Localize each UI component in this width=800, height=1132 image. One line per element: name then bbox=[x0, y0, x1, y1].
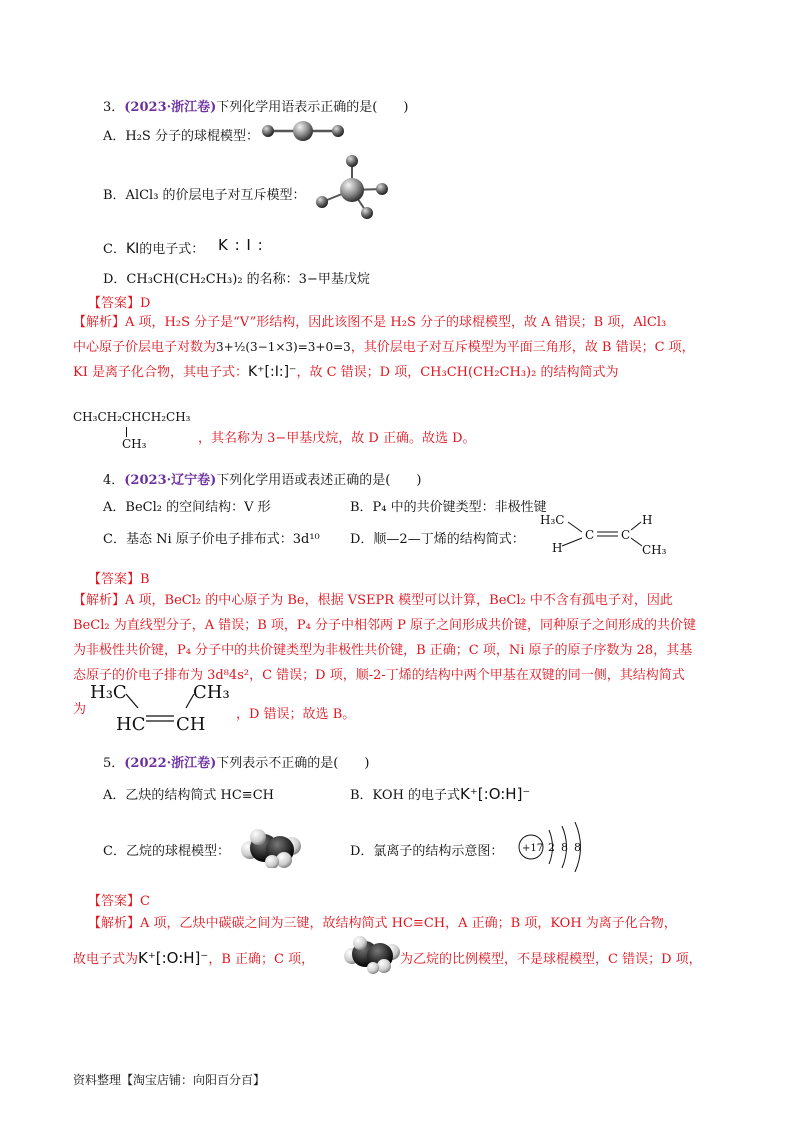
q5-analysis-line2: 故电子式为K⁺[:O:H]⁻，B 正确；C 项， bbox=[73, 949, 315, 967]
ion-shell-1: 2 bbox=[548, 841, 555, 854]
chloride-ion-structure-diagram bbox=[516, 822, 596, 872]
q4-analysis-line5-b: ，D 错误；故选 B。 bbox=[236, 707, 356, 722]
h2s-ball-stick-model bbox=[258, 118, 348, 144]
q4-option-d: D．顺—2—丁烯的结构简式： bbox=[350, 532, 525, 547]
q3-analysis bbox=[73, 310, 733, 398]
q3-stem bbox=[103, 96, 408, 115]
q3-analysis-line2: 中心原子价层电子对数为3+½(3−1×3)=3+0=3，其价层电子对互斥模型为平面三角形，故 B 错误；C 项， bbox=[73, 340, 695, 355]
ki-electron-formula: K : I : bbox=[218, 236, 264, 254]
svg-text:H₃C: H₃C bbox=[540, 513, 565, 527]
q5-stem: 5．(2022·浙江卷)下列表示不正确的是( ) bbox=[103, 756, 370, 771]
cis-2-butene-large bbox=[86, 678, 236, 738]
q4-answer: 【答案】B bbox=[88, 572, 150, 587]
q5-analysis-line1: 【解析】A 项，乙炔中碳碳之间为三键，故结构简式 HC≡CH，A 正确；B 项，KOH 为离子化合物， bbox=[88, 916, 677, 931]
svg-text:HC: HC bbox=[116, 714, 146, 735]
cis-2-butene-structure bbox=[538, 510, 668, 556]
ki-ionic-formula: K⁺[:I:]⁻ bbox=[247, 364, 297, 380]
koh-electron-formula-analysis: K⁺[:O:H]⁻ bbox=[138, 949, 209, 967]
q3-analysis-line4: ，其名称为 3−甲基戊烷，故 D 正确。故选 D。 bbox=[198, 431, 476, 446]
ion-shell-2: 8 bbox=[561, 841, 568, 854]
ion-nucleus-label: +17 bbox=[522, 843, 544, 854]
ch3ch-struct-bottom: CH₃ bbox=[122, 437, 147, 451]
q3-option-c: C．KI的电子式： bbox=[103, 241, 205, 257]
svg-text:H: H bbox=[552, 541, 563, 555]
q3-num: 3． bbox=[103, 100, 125, 115]
q5-option-c: C．乙烷的球棍模型： bbox=[103, 844, 230, 859]
q5-analysis-line2-c: 为乙烷的比例模型，不是球棍模型，C 错误；D 项， bbox=[400, 952, 702, 967]
svg-text:CH₃: CH₃ bbox=[193, 682, 230, 703]
vsepr-calc: 3+½(3−1×3)=3+0=3 bbox=[216, 340, 351, 354]
q4-stem: 4．(2023·辽宁卷)下列化学用语或表述正确的是( ) bbox=[103, 473, 422, 488]
ethane-space-filling-model-small bbox=[342, 934, 402, 974]
q3-question: 下列化学用语表示正确的是( ) bbox=[216, 100, 409, 115]
ethane-space-filling-model bbox=[238, 828, 304, 868]
q4-analysis-line5-a: 为 bbox=[73, 702, 87, 717]
svg-text:H: H bbox=[642, 513, 653, 527]
q3-option-a: A．H₂S 分子的球棍模型： bbox=[103, 129, 259, 144]
q3-option-b: B．AlCl₃ 的价层电子对互斥模型： bbox=[103, 188, 306, 203]
q5-option-b: B．KOH 的电子式K⁺[:O:H]⁻ bbox=[350, 785, 531, 803]
q3-analysis-line3: KI 是离子化合物，其电子式：K⁺[:I:]⁻，故 C 错误；D 项，CH₃CH(CH₂CH₃)₂ 的结构简式为 bbox=[73, 364, 619, 380]
alcl3-vsepr-model bbox=[310, 152, 394, 224]
q5-option-d: D．氯离子的结构示意图： bbox=[350, 844, 504, 859]
svg-text:CH₃: CH₃ bbox=[642, 543, 667, 556]
q5-option-a: A．乙炔的结构简式 HC≡CH bbox=[103, 788, 274, 803]
q3-answer: 【答案】D bbox=[88, 296, 151, 311]
svg-text:H₃C: H₃C bbox=[90, 682, 127, 703]
svg-text:C: C bbox=[621, 528, 631, 542]
q3-option-d: D．CH₃CH(CH₂CH₃)₂ 的名称：3−甲基戊烷 bbox=[103, 272, 370, 287]
footer-source: 资料整理【淘宝店铺：向阳百分百】 bbox=[73, 1073, 266, 1087]
q3-source: (2023·浙江卷) bbox=[124, 100, 217, 115]
ion-shell-3: 8 bbox=[574, 841, 581, 854]
svg-text:C: C bbox=[585, 528, 595, 542]
q4-option-a: A．BeCl₂ 的空间结构：V 形 bbox=[103, 500, 271, 515]
q5-answer: 【答案】C bbox=[88, 894, 150, 909]
ch3ch-struct-bond bbox=[126, 427, 127, 437]
q3-analysis-line1: 【解析】A 项，H₂S 分子是“V”形结构，因此该图不是 H₂S 分子的球棍模型，故 A 错误；B 项，AlCl₃ bbox=[73, 315, 667, 330]
ch3ch-struct-top: CH₃CH₂CHCH₂CH₃ bbox=[73, 410, 191, 424]
q4-option-c: C．基态 Ni 原子价电子排布式：3d¹⁰ bbox=[103, 532, 320, 547]
q4-analysis: 【解析】A 项，BeCl₂ 的中心原子为 Be，根据 VSEPR 模型可以计算，BeCl₂ 中不含有孤电子对，因此 BeCl₂ 为直线型分子，A 错误；B 项，P₄ 分子中相邻两 P 原子之间形成共价键，同种原子之间形成的共价键 为非极性共价键，P₄ 分子中的共价键类型为非极性共价键，B 正确；C 项，Ni 原子的原子序数为 28，其基 态原子的价电子排布为 3d⁸4s²，C 错误；D 项，顺-2-丁烯的结构中两个甲基在双键的同一侧，其结构简式 bbox=[73, 593, 697, 683]
q4-option-b: B．P₄ 中的共价键类型：非极性键 bbox=[350, 500, 547, 515]
svg-text:CH: CH bbox=[176, 714, 206, 735]
koh-electron-formula: K⁺[:O:H]⁻ bbox=[460, 785, 531, 803]
